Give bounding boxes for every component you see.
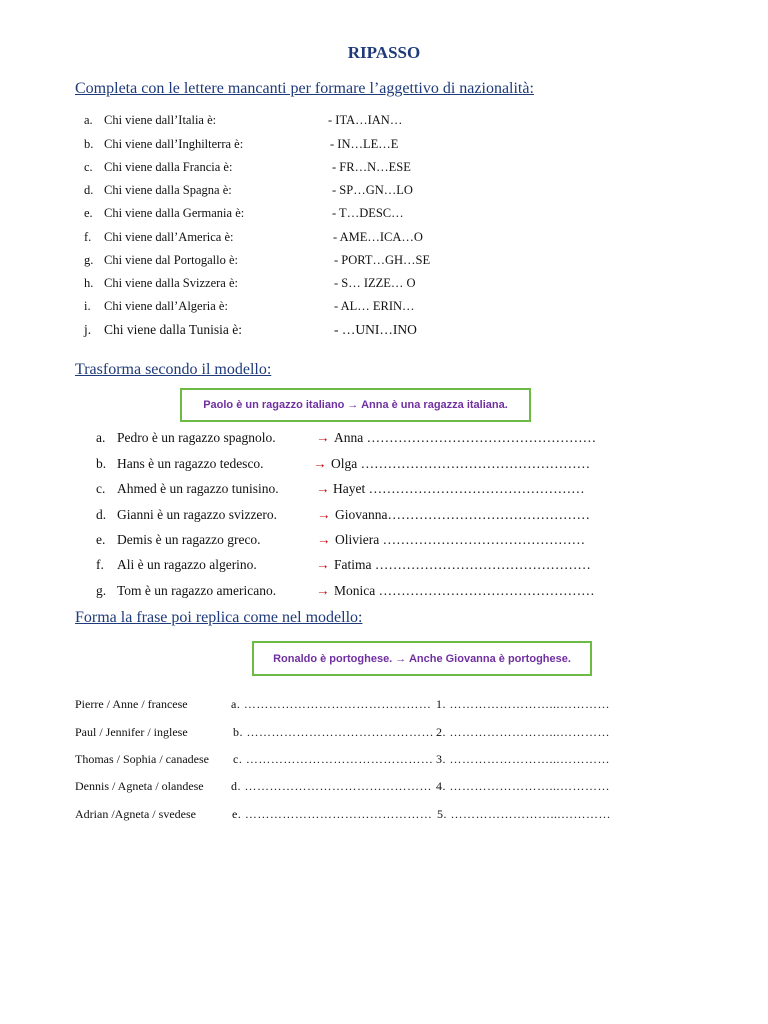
list-item [0, 113, 768, 133]
item-question: Chi viene dalla Tunisia è: [104, 322, 242, 337]
item-blank-b: 5. ……………………...………… [437, 807, 611, 821]
item-letter: d. [84, 183, 94, 197]
item-letter: c. [96, 481, 106, 496]
arrow-icon: → [316, 430, 330, 445]
item-letter: c. [84, 160, 93, 174]
item-question: Chi viene dall’Inghilterra è: [104, 137, 244, 151]
arrow-icon: → [316, 583, 330, 598]
item-question: Chi viene dal Portogallo è: [104, 253, 239, 267]
item-sentence: Demis è un ragazzo greco. [117, 532, 261, 547]
list-item [0, 532, 768, 552]
list-item [0, 183, 768, 203]
list-item [0, 779, 768, 797]
item-blank-b: 4. ……………………...………… [436, 779, 610, 793]
item-prompt: Adrian /Agneta / svedese [75, 807, 196, 821]
item-sentence: Ahmed è un ragazzo tunisino. [117, 481, 279, 496]
item-blank-a: a. ……………………………………… [231, 697, 432, 711]
list-item [0, 230, 768, 250]
item-question: Chi viene dalla Francia è: [104, 160, 233, 174]
item-blank: Monica ………………………………………… [334, 583, 595, 598]
item-question: Chi viene dall’America è: [104, 230, 234, 244]
section1-heading: Completa con le lettere mancanti per formare l’aggettivo di nazionalità: [75, 80, 534, 97]
section2-heading: Trasforma secondo il modello: [75, 361, 272, 378]
item-answer: - …UNI…INO [334, 322, 417, 337]
item-letter: e. [84, 206, 93, 220]
list-item [0, 253, 768, 273]
item-letter: i. [84, 299, 91, 313]
item-question: Chi viene dalla Spagna è: [104, 183, 232, 197]
list-item [0, 322, 768, 342]
item-answer: - T…DESC… [332, 206, 404, 220]
item-blank-b: 3. ……………………...………… [436, 752, 610, 766]
item-blank: Hayet ………………………………………… [333, 481, 585, 496]
item-letter: e. [96, 532, 106, 547]
item-letter: g. [84, 253, 94, 267]
item-letter: g. [96, 583, 107, 598]
arrow-icon: → [313, 456, 327, 471]
list-item [0, 481, 768, 501]
model-example-box [252, 641, 592, 676]
item-blank: Fatima ………………………………………… [334, 557, 591, 572]
item-question: Chi viene dall’Italia è: [104, 113, 217, 127]
list-item [0, 456, 768, 476]
item-sentence: Hans è un ragazzo tedesco. [117, 456, 264, 471]
list-item [0, 557, 768, 577]
model-example-text: Paolo è un ragazzo italiano → Anna è una ragazza italiana. [203, 399, 508, 411]
item-letter: a. [84, 113, 93, 127]
item-blank-a: c. ……………………………………… [233, 752, 434, 766]
item-letter: d. [96, 507, 107, 522]
list-item [0, 206, 768, 226]
list-item [0, 583, 768, 603]
item-answer: - AL… ERIN… [334, 299, 415, 313]
item-prompt: Thomas / Sophia / canadese [75, 752, 209, 766]
item-question: Chi viene dalla Germania è: [104, 206, 245, 220]
item-question: Chi viene dalla Svizzera è: [104, 276, 238, 290]
arrow-icon: → [317, 532, 331, 547]
item-answer: - S… IZZE… O [334, 276, 416, 290]
item-blank-b: 2. ……………………...………… [436, 725, 610, 739]
item-blank-b: 1. ……………………...………… [436, 697, 610, 711]
item-answer: - IN…LE…E [330, 137, 399, 151]
list-item [0, 752, 768, 770]
model-example-box [180, 388, 531, 422]
item-answer: - FR…N…ESE [332, 160, 411, 174]
model-example-text: Ronaldo è portoghese. → Anche Giovanna è portoghese. [273, 652, 571, 665]
item-answer: - SP…GN…LO [332, 183, 413, 197]
item-blank: Olga …………………………………………… [331, 456, 591, 471]
page-title: RIPASSO [347, 43, 421, 62]
item-sentence: Gianni è un ragazzo svizzero. [117, 507, 278, 522]
item-blank: Anna …………………………………………… [334, 430, 597, 445]
item-letter: f. [96, 557, 104, 572]
list-item [0, 137, 768, 157]
item-letter: a. [96, 430, 106, 445]
item-blank-a: b. ……………………………………… [233, 725, 434, 739]
item-sentence: Ali è un ragazzo algerino. [117, 557, 257, 572]
list-item [0, 697, 768, 715]
item-prompt: Pierre / Anne / francese [75, 697, 188, 711]
arrow-icon: → [316, 481, 330, 496]
item-letter: b. [96, 456, 107, 471]
list-item [0, 725, 768, 743]
item-sentence: Pedro è un ragazzo spagnolo. [117, 430, 276, 445]
list-item [0, 507, 768, 527]
item-prompt: Dennis / Agneta / olandese [75, 779, 204, 793]
section3-heading: Forma la frase poi replica come nel modello: [75, 609, 363, 626]
list-item [0, 430, 768, 450]
item-blank: Giovanna……………………………………… [335, 507, 590, 522]
arrow-icon: → [317, 507, 331, 522]
item-letter: j. [84, 322, 92, 337]
item-letter: f. [84, 230, 92, 244]
item-answer: - PORT…GH…SE [334, 253, 431, 267]
list-item [0, 160, 768, 180]
list-item [0, 299, 768, 319]
item-answer: - AME…ICA…O [333, 230, 423, 244]
item-blank-a: e. ……………………………………… [232, 807, 433, 821]
list-item [0, 807, 768, 825]
item-sentence: Tom è un ragazzo americano. [117, 583, 277, 598]
item-letter: h. [84, 276, 94, 290]
item-question: Chi viene dall’Algeria è: [104, 299, 228, 313]
item-blank: Oliviera ……………………………………… [335, 532, 586, 547]
list-item [0, 276, 768, 296]
item-letter: b. [84, 137, 94, 151]
item-answer: - ITA…IAN… [328, 113, 403, 127]
item-prompt: Paul / Jennifer / inglese [75, 725, 188, 739]
item-blank-a: d. ……………………………………… [231, 779, 432, 793]
arrow-icon: → [316, 557, 330, 572]
